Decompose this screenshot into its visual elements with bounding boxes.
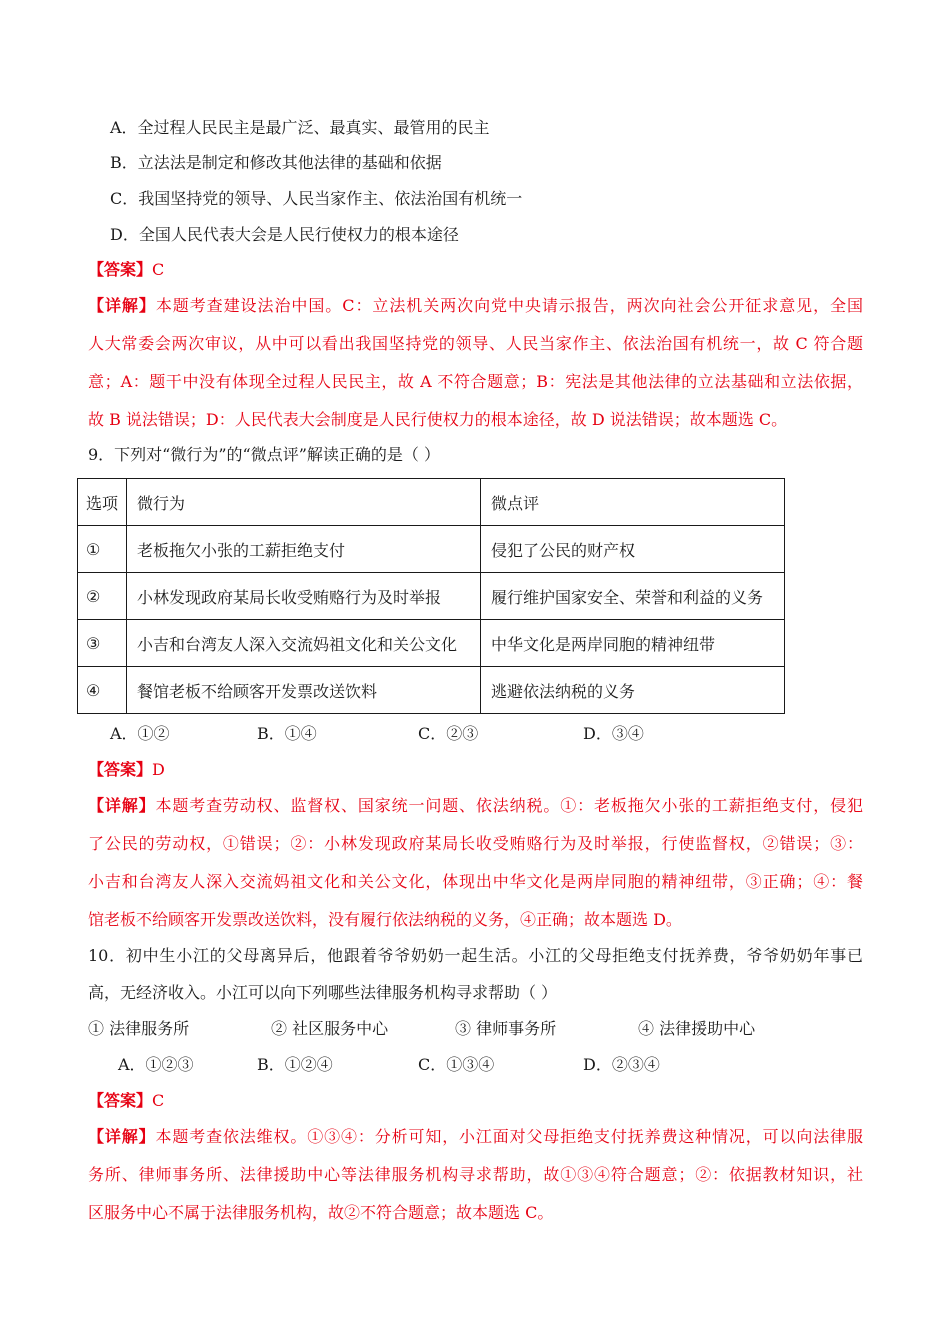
q10-explain-line-3: 区服务中心不属于法律服务机构，故②不符合题意；故本题选 C。 <box>88 1203 554 1222</box>
explain-label: 【详解】 <box>88 796 156 815</box>
q10-choice-a: A．①②③ <box>118 1055 194 1074</box>
explain-text: 本题考查建设法治中国。C：立法机关两次向党中央请示报告，两次向社会公开征求意见，全国 <box>155 296 863 315</box>
table-cell: 餐馆老板不给顾客开发票改送饮料 <box>127 667 481 714</box>
q10-item-3: ③ 律师事务所 <box>455 1019 557 1038</box>
table-cell: 履行维护国家安全、荣誉和利益的义务 <box>481 573 785 620</box>
table-row <box>78 667 785 714</box>
q8-explain-line-3: 意；A：题干中没有体现全过程人民民主，故 A 不符合题意；B：宪法是其他法律的立法基础和立法依据， <box>88 372 863 391</box>
table-cell: ① <box>78 526 127 573</box>
q9-choice-b: B．①④ <box>257 724 317 743</box>
q9-choice-c: C．②③ <box>418 724 479 743</box>
q10-choice-d: D．②③④ <box>583 1055 660 1074</box>
table-row <box>78 620 785 667</box>
q8-option-a: A．全过程人民民主是最广泛、最真实、最管用的民主 <box>110 118 490 137</box>
answer-label: 【答案】 <box>88 1091 153 1110</box>
q9-explain-line-2: 了公民的劳动权，①错误；②：小林发现政府某局长收受贿赂行为及时举报，行使监督权，②错误；③： <box>88 834 863 853</box>
q8-option-d: D．全国人民代表大会是人民行使权力的根本途径 <box>110 225 459 244</box>
explain-label: 【详解】 <box>88 296 156 315</box>
table-row <box>78 526 785 573</box>
answer-label: 【答案】 <box>88 260 153 279</box>
q9-explain-line-4: 馆老板不给顾客开发票改送饮料，没有履行依法纳税的义务，④正确；故本题选 D。 <box>88 910 682 929</box>
q9-explain-line-3: 小吉和台湾友人深入交流妈祖文化和关公文化，体现出中华文化是两岸同胞的精神纽带，③正确；④：餐 <box>88 872 863 891</box>
table-header-cell: 微点评 <box>481 479 785 526</box>
q9-choice-d: D．③④ <box>583 724 644 743</box>
q9-choice-a: A．①② <box>110 724 170 743</box>
q10-stem-line-2: 高，无经济收入。小江可以向下列哪些法律服务机构寻求帮助（ ） <box>88 983 558 1002</box>
table-cell: ④ <box>78 667 127 714</box>
table-cell: 小吉和台湾友人深入交流妈祖文化和关公文化 <box>127 620 481 667</box>
q9-explain-line-1 <box>88 796 863 816</box>
explain-text: 本题考查劳动权、监督权、国家统一问题、依法纳税。①：老板拖欠小张的工薪拒绝支付，侵犯 <box>155 796 863 815</box>
table-cell: 逃避依法纳税的义务 <box>481 667 785 714</box>
table-row <box>78 573 785 620</box>
table-header-cell: 选项 <box>78 479 127 526</box>
q8-explain-line-2: 人大常委会两次审议，从中可以看出我国坚持党的领导、人民当家作主、依法治国有机统一，故 C 符合题 <box>88 334 863 353</box>
answer-label: 【答案】 <box>88 760 153 779</box>
q8-explain-line-4: 故 B 说法错误；D：人民代表大会制度是人民行使权力的根本途径，故 D 说法错误；故本题选 C。 <box>88 410 788 429</box>
q9-table <box>77 478 785 714</box>
q8-option-b: B．立法法是制定和修改其他法律的基础和依据 <box>110 153 442 172</box>
q10-explain-line-2: 务所、律师事务所、法律援助中心等法律服务机构寻求帮助，故①③④符合题意；②：依据教材知识，社 <box>88 1165 863 1184</box>
q10-item-4: ④ 法律援助中心 <box>638 1019 756 1038</box>
table-cell: 侵犯了公民的财产权 <box>481 526 785 573</box>
explain-text: 本题考查依法维权。①③④：分析可知，小江面对父母拒绝支付抚养费这种情况，可以向法律服 <box>155 1127 863 1146</box>
explain-label: 【详解】 <box>88 1127 156 1146</box>
q10-choice-c: C．①③④ <box>418 1055 495 1074</box>
q10-stem-line-1: 10．初中生小江的父母离异后，他跟着爷爷奶奶一起生活。小江的父母拒绝支付抚养费，爷爷奶奶年事已 <box>88 946 863 965</box>
table-cell: 小林发现政府某局长收受贿赂行为及时举报 <box>127 573 481 620</box>
table-header-row <box>78 479 785 526</box>
answer-value: D <box>152 760 165 779</box>
q9-stem: 9．下列对“微行为”的“微点评”解读正确的是（ ） <box>88 445 440 464</box>
table-cell: 老板拖欠小张的工薪拒绝支付 <box>127 526 481 573</box>
table-header-cell: 微行为 <box>127 479 481 526</box>
q8-option-c: C．我国坚持党的领导、人民当家作主、依法治国有机统一 <box>110 189 523 208</box>
table-cell: 中华文化是两岸同胞的精神纽带 <box>481 620 785 667</box>
q10-item-2: ② 社区服务中心 <box>271 1019 389 1038</box>
q10-choice-b: B．①②④ <box>257 1055 333 1074</box>
table-cell: ② <box>78 573 127 620</box>
q8-explain-line-1 <box>88 296 863 316</box>
q10-explain-line-1 <box>88 1127 863 1147</box>
q8-answer <box>88 260 863 280</box>
q10-answer <box>88 1091 863 1111</box>
answer-value: C <box>152 260 165 279</box>
table-cell: ③ <box>78 620 127 667</box>
answer-value: C <box>152 1091 165 1110</box>
q10-item-1: ① 法律服务所 <box>88 1019 190 1038</box>
q9-answer <box>88 760 863 780</box>
